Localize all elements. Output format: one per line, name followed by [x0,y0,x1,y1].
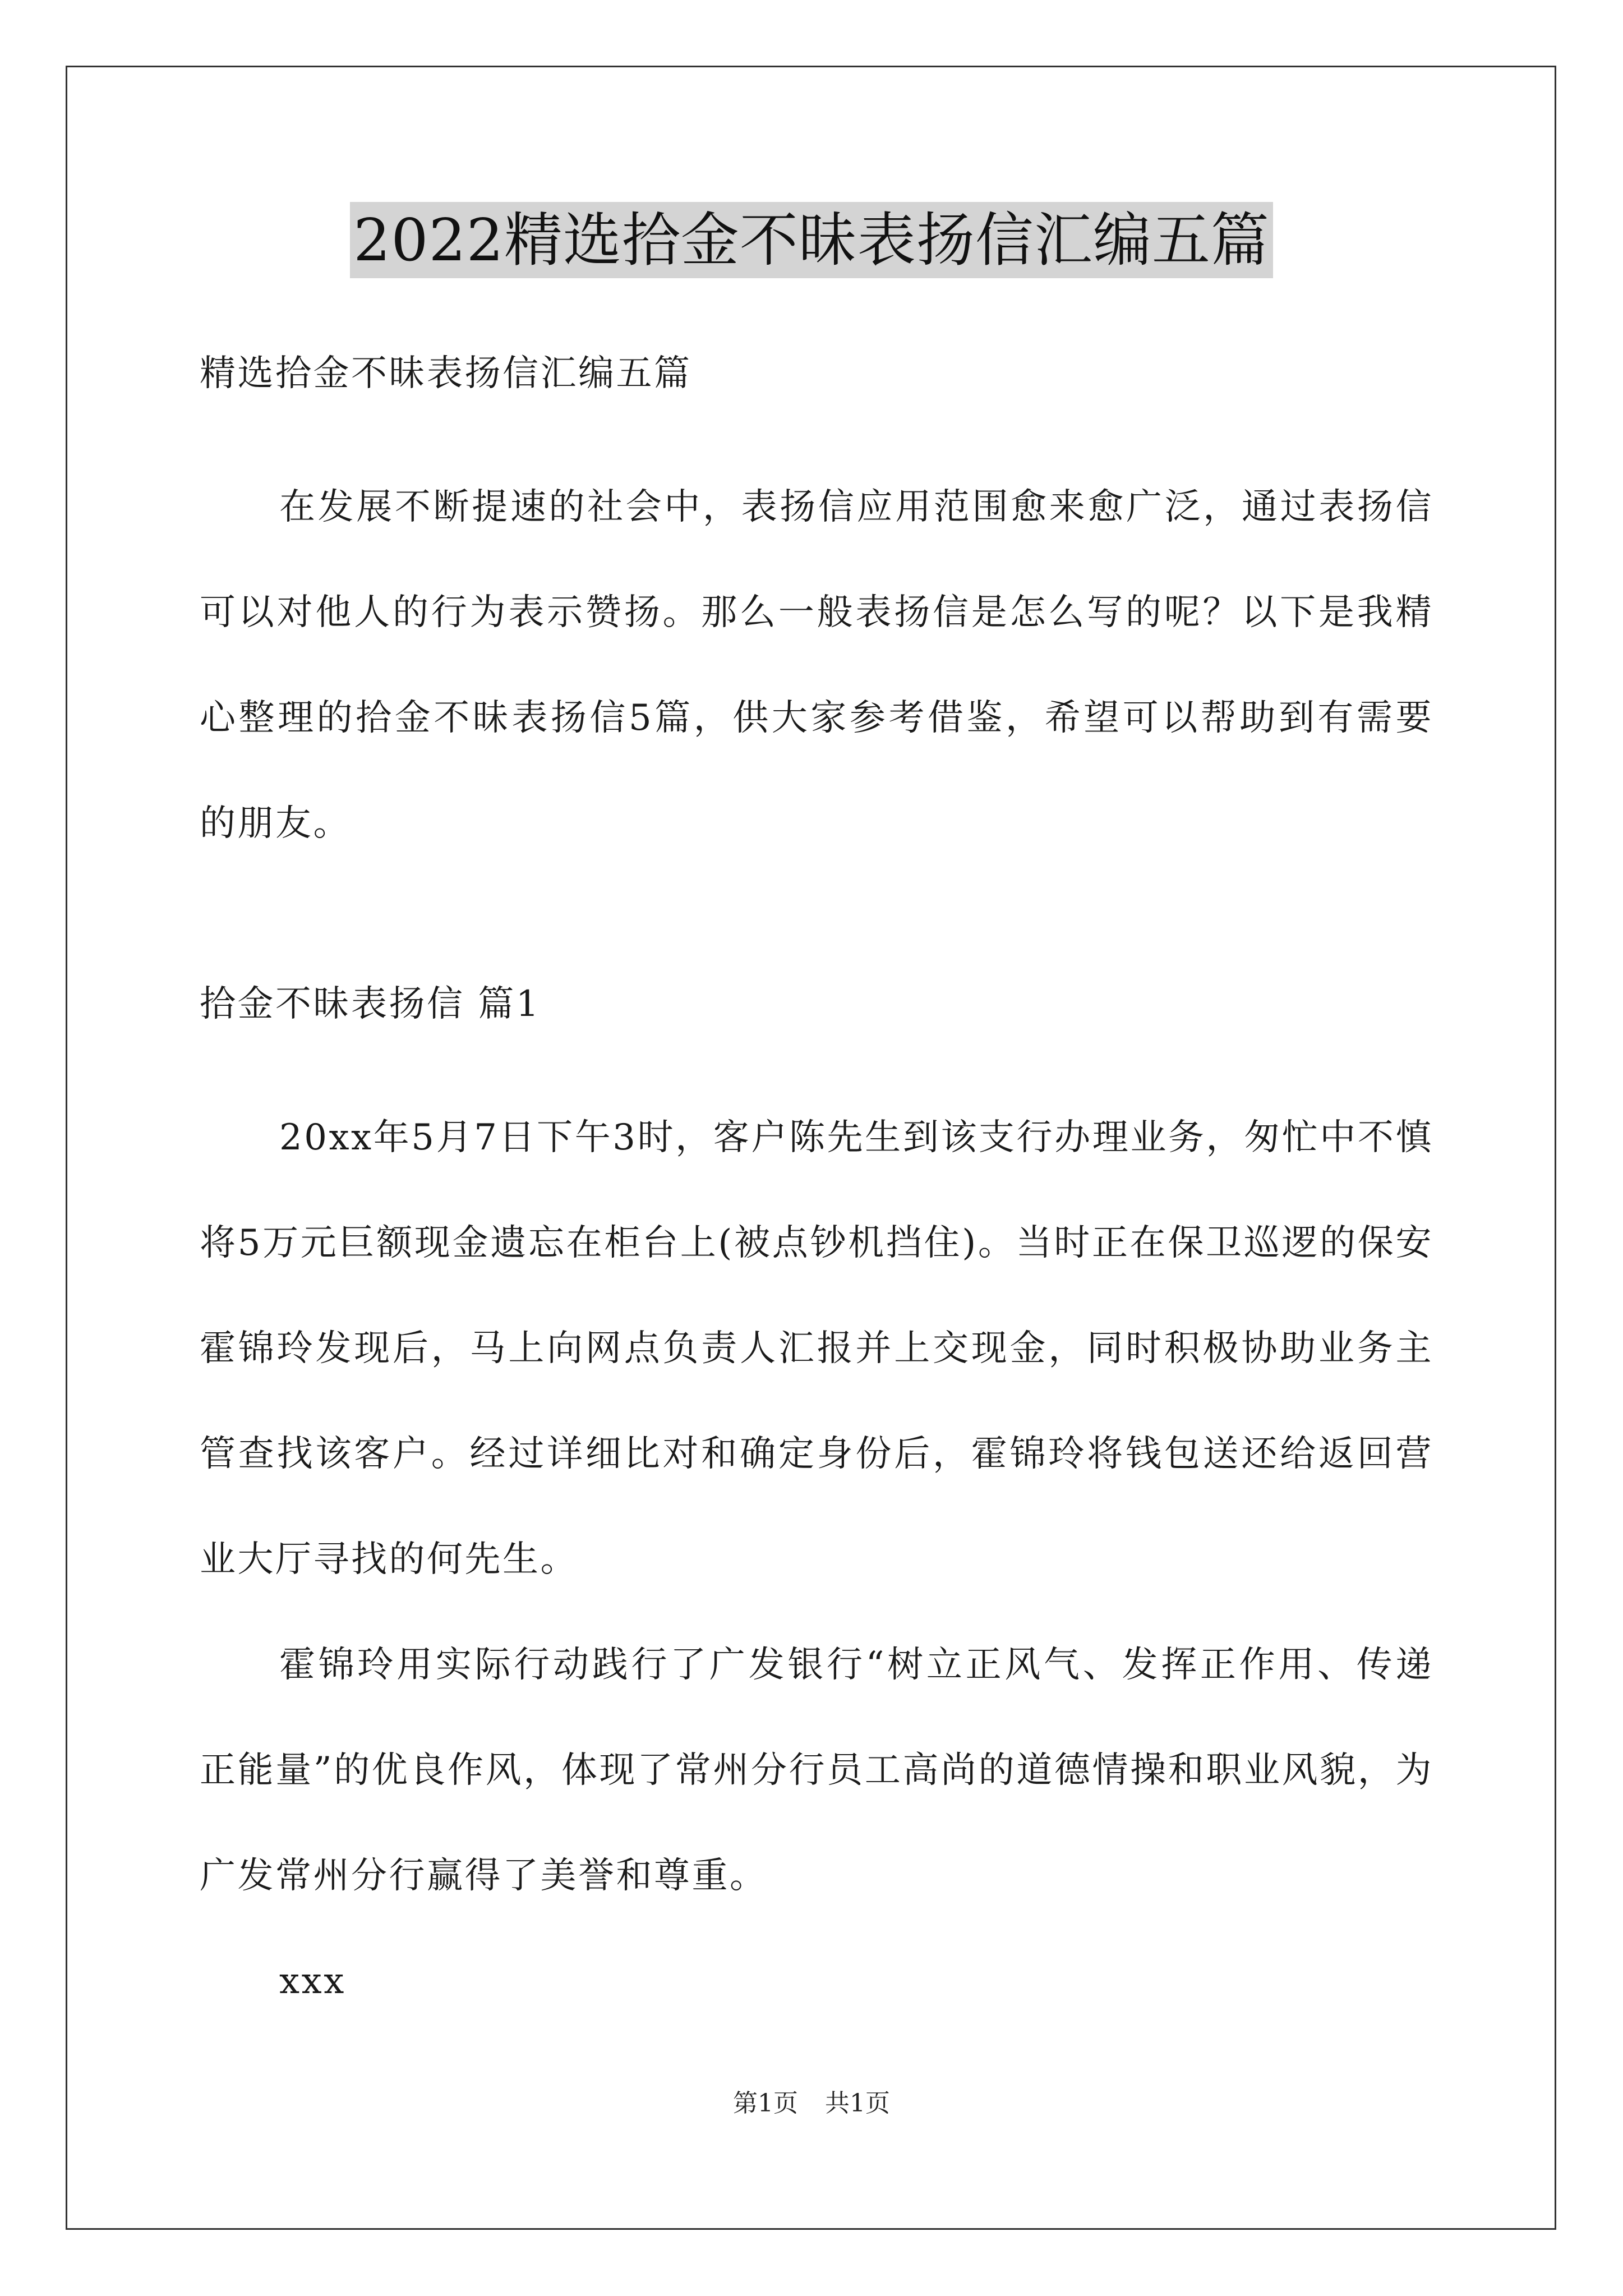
title-area [0,202,1623,278]
document-title: 2022精选拾金不昧表扬信汇编五篇 [350,202,1273,278]
document-body [200,347,1433,2034]
document-subtitle: 精选拾金不昧表扬信汇编五篇 [200,353,692,394]
page-total: 共1页 [825,2089,890,2118]
page-footer [0,2087,1623,2120]
body-paragraph: 20xx年5月7日下午3时，客户陈先生到该支行办理业务，匆忙中不慎将5万元巨额现金遗忘在柜台上(被点钞机挡住)。当时正在保卫巡逻的保安霍锦玲发现后，马上向网点负责人汇报并上交现金，同时积极协助业务主管查找该客户。经过详细比对和确定身份后，霍锦玲将钱包送还给返回营业大厅寻找的何先生。 [200,1117,1433,1580]
signature: xxx [279,1961,346,2002]
section-heading: 拾金不昧表扬信 篇1 [200,983,541,1025]
intro-paragraph: 在发展不断提速的社会中，表扬信应用范围愈来愈广泛，通过表扬信可以对他人的行为表示赞扬。那么一般表扬信是怎么写的呢？以下是我精心整理的拾金不昧表扬信5篇，供大家参考借鉴，希望可以帮助到有需要的朋友。 [200,486,1433,844]
body-paragraph: 霍锦玲用实际行动践行了广发银行“树立正风气、发挥正作用、传递正能量”的优良作风，体现了常州分行员工高尚的道德情操和职业风貌，为广发常州分行赢得了美誉和尊重。 [200,1644,1433,1897]
page-number: 第1页 [733,2089,798,2118]
